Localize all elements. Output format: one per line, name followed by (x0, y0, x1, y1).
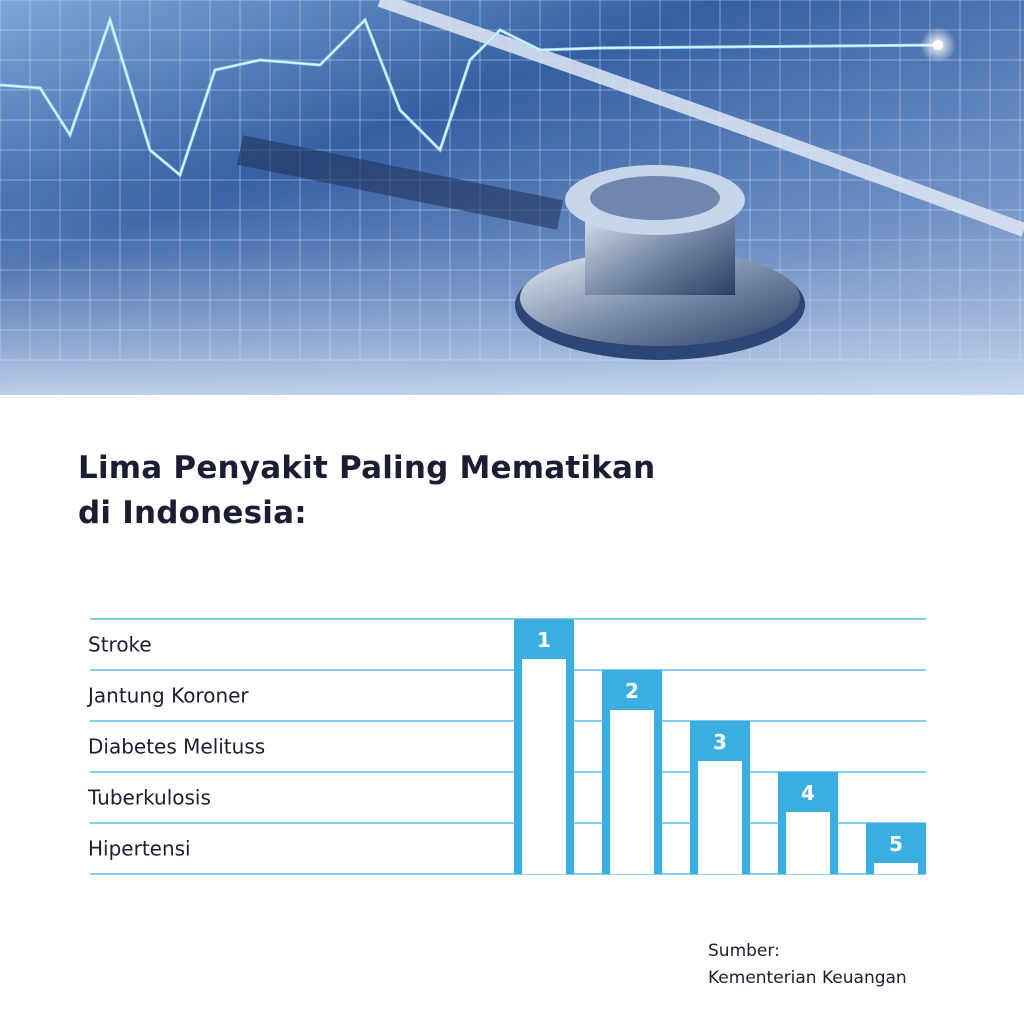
category-label: Tuberkulosis (88, 785, 211, 810)
category-label: Diabetes Melituss (88, 734, 266, 759)
source-name: Kementerian Keuangan (708, 968, 907, 988)
bar-inner (610, 710, 654, 874)
category-label: Hipertensi (88, 836, 191, 861)
bar-inner (698, 761, 742, 874)
rank-label: 1 (537, 628, 551, 652)
chart-title (78, 446, 655, 536)
ranking-bar-chart (0, 600, 1024, 900)
category-label: Jantung Koroner (88, 683, 249, 708)
hero-image (0, 0, 1024, 395)
rank-label: 4 (801, 781, 815, 805)
category-label: Stroke (88, 632, 152, 657)
rank-label: 3 (713, 730, 727, 754)
source-label: Sumber: (708, 941, 780, 961)
bar-inner (522, 659, 566, 874)
source-note (708, 938, 907, 992)
title-line-2: di Indonesia: (78, 495, 307, 531)
bar-inner (786, 812, 830, 874)
title-line-1: Lima Penyakit Paling Mematikan (78, 450, 656, 486)
bar-inner (874, 863, 918, 874)
rank-label: 2 (625, 679, 639, 703)
rank-label: 5 (889, 832, 903, 856)
